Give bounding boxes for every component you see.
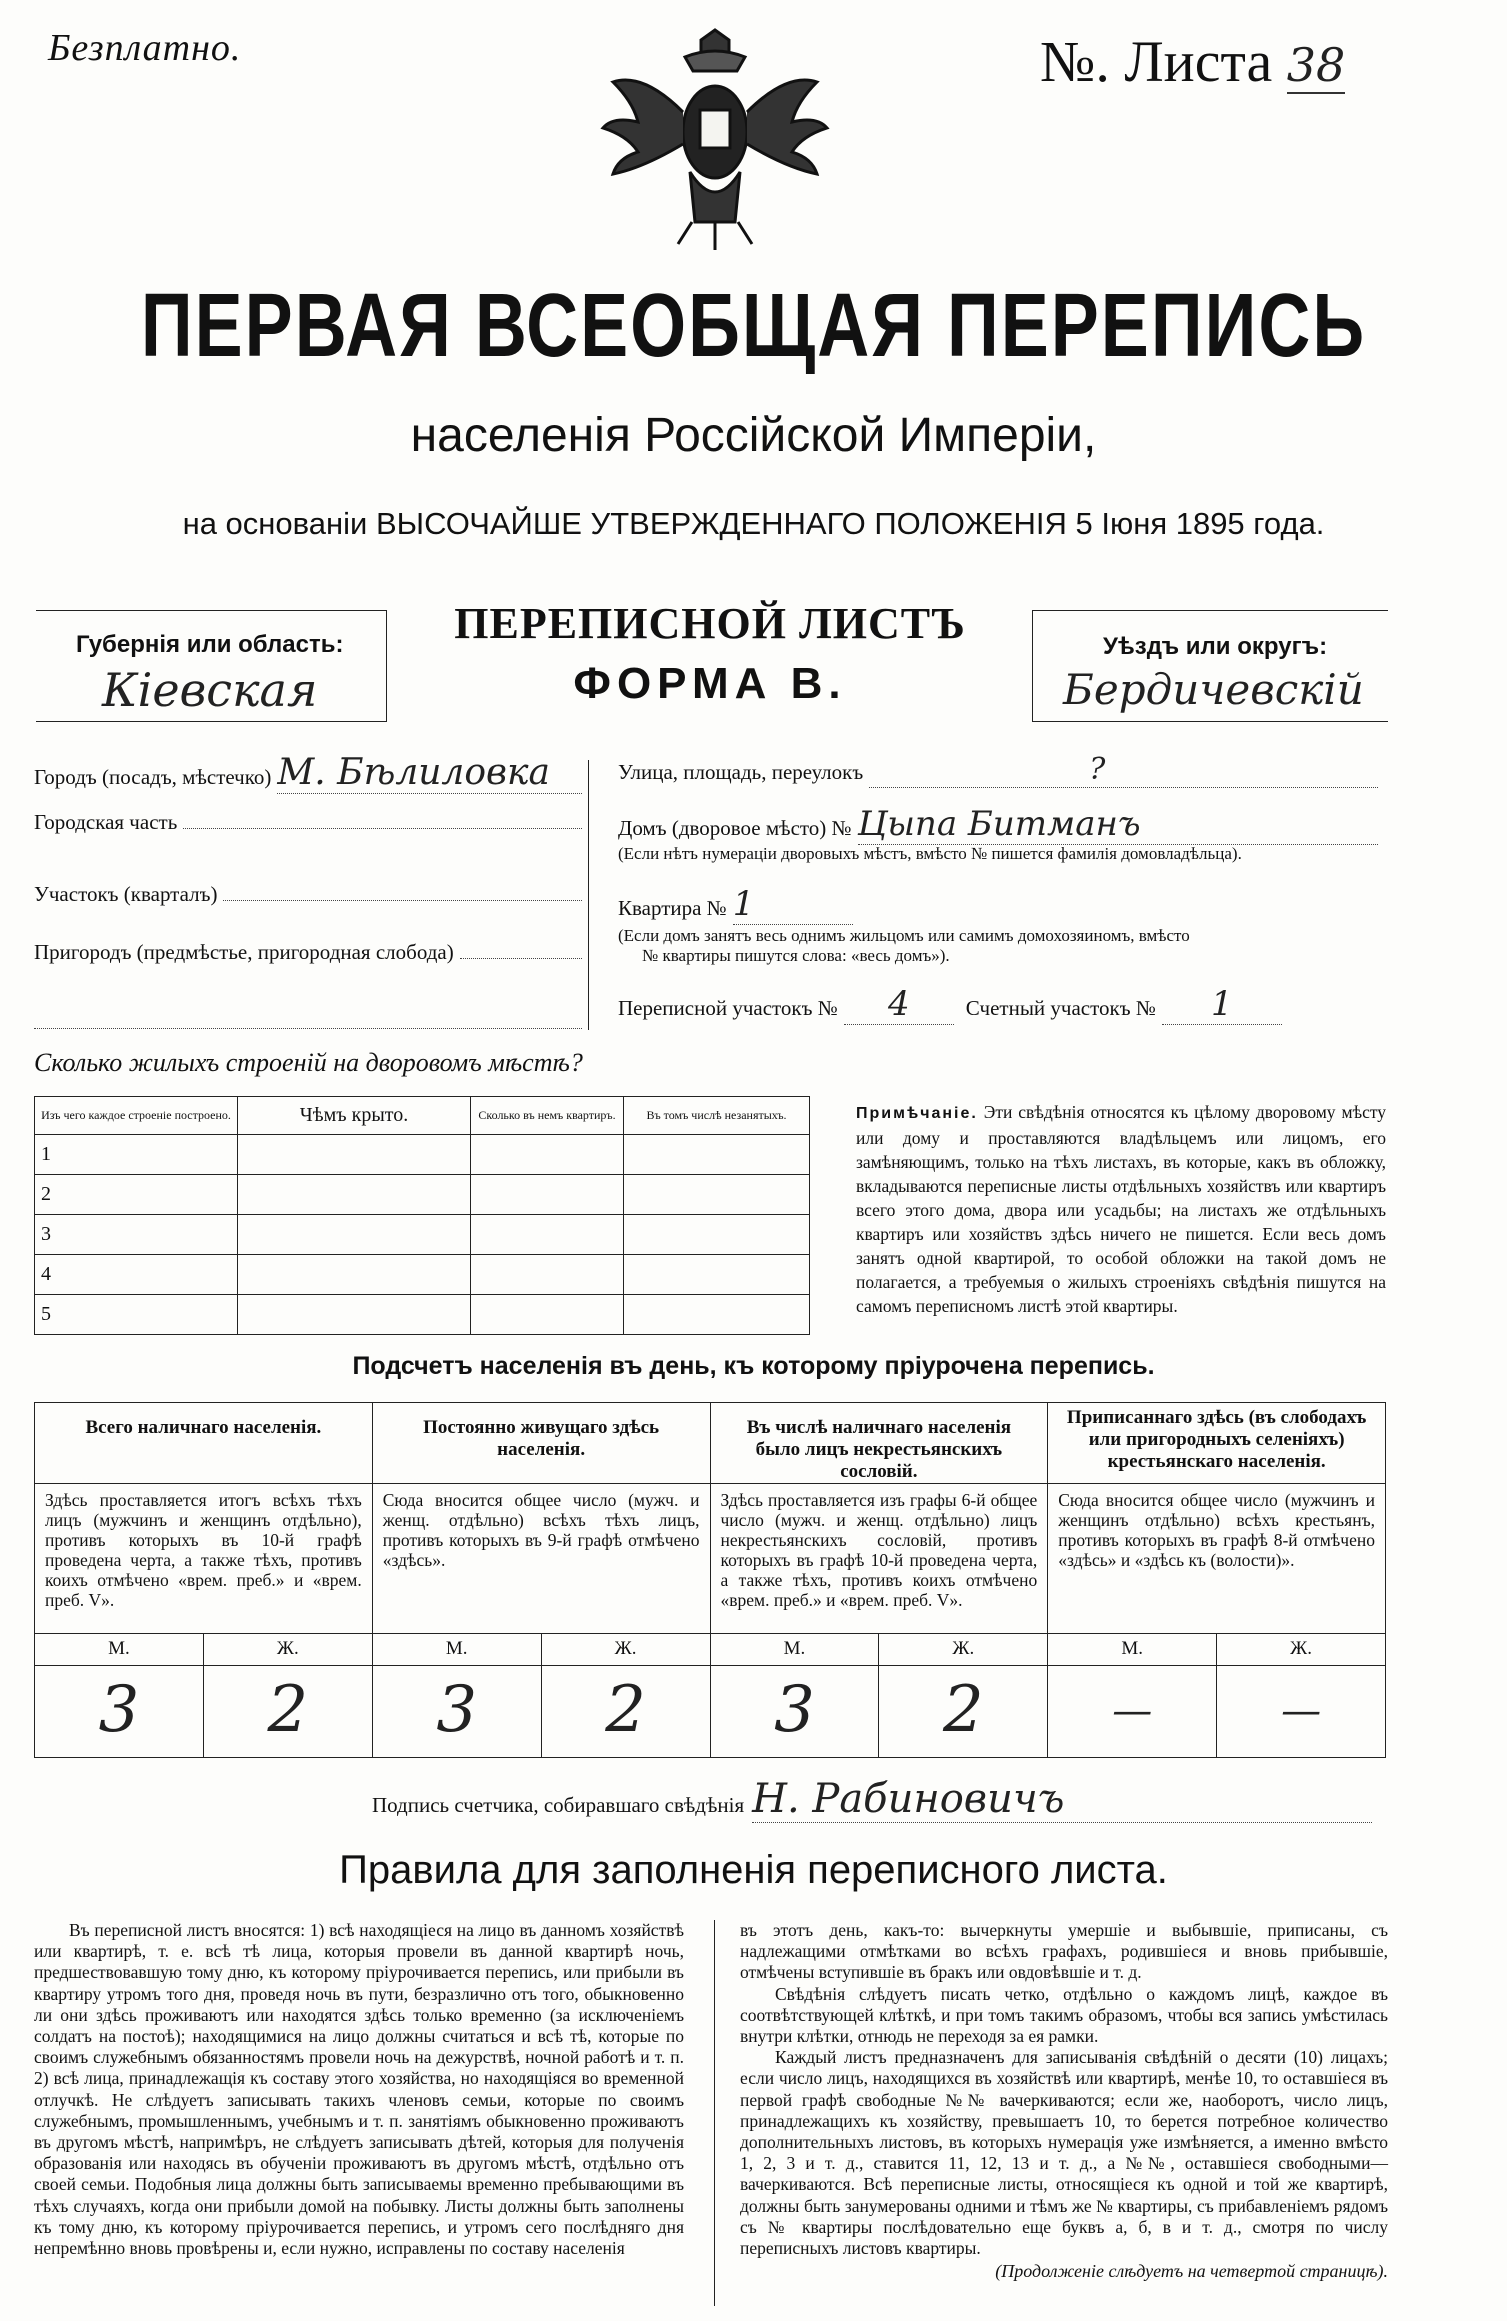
- buildings-row: [35, 1215, 810, 1255]
- note-block: [856, 1100, 1386, 1318]
- city-value: М. Бѣлиловка: [277, 752, 582, 794]
- house-label: Домъ (дворовое мѣсто) №: [618, 816, 852, 840]
- female-count: 2: [541, 1665, 710, 1757]
- tally-header-row: [35, 1403, 1386, 1484]
- page-subtitle: населенія Россійской Имперіи,: [410, 409, 1097, 462]
- female-count: —: [1217, 1665, 1386, 1757]
- emblem-icon: [600, 22, 830, 262]
- male-count: —: [1048, 1665, 1217, 1757]
- city-row: [34, 752, 582, 810]
- apt-row: [618, 884, 1378, 926]
- rules-left-column: Въ переписной листъ вносятся: 1) всѣ находящіеся на лицо въ данномъ хозяйствѣ или квартирѣ, т. е. всѣ тѣ лица, которыя провели въ данной квартирѣ ночь, предшествовавшую тому дню, къ которому пріурочивается перепись, или прибыли въ квартиру утромъ того дня, проведя ночь въ пути, безразлично отъ того, обыкновенно ли они здѣсь проживаютъ или находятся здѣсь только временно (за исключеніемъ солдатъ на постоѣ); находящимися на лицо должны считаться и всѣ тѣ, которые по своимъ служебнымъ обязанностямъ провели ночь на дежурствѣ, ночной работѣ и т. п. 2) всѣ лица, принадлежащія къ составу этого хозяйства, но находящіяся во временной отлучкѣ. Не слѣдуетъ записывать такихъ членовъ семьи, которые по своимъ служебнымъ, промышленнымъ, учебнымъ и т. п. занятіямъ обыкновенно проживаютъ въ другомъ мѣстѣ, напримѣръ, не слѣдуетъ записывать дѣтей, которыя для полученія образованія или находясь въ обученіи проживаютъ въ другомъ мѣстѣ, отдѣльно отъ своей семьи. Подобныя лица должны быть записываемы временно пребывающими въ тѣхъ случаяхъ, когда они прибыли домой на побывку. Листы должны быть заполнены къ тому дню, къ которому пріурочивается перепись, и утромъ сего послѣдняго дня непремѣнно вновь провѣрены и, если нужно, исправлены по составу населенія: [34, 1920, 684, 2259]
- form-heading-title: ПЕРЕПИСНОЙ ЛИСТЪ: [454, 599, 966, 648]
- city-part-value: [183, 828, 582, 829]
- address-right: [618, 752, 1378, 1024]
- buildings-row: [35, 1175, 810, 1215]
- apt-note-2: № квартиры пишутся слова: «весь домъ»).: [642, 946, 950, 965]
- signature-row: [372, 1776, 1372, 1823]
- suburb-extra-line: [34, 984, 582, 1029]
- male-count: 3: [372, 1665, 541, 1757]
- tally-values-row: [35, 1665, 1386, 1757]
- rules-right-para-3: Каждый листъ предназначенъ для записыванія свѣдѣній о десяти (10) лицахъ; если число лицъ, находящихся въ хозяйствѣ или квартирѣ, менѣе 10, то оставшіеся въ первой графѣ свободные №№ вачеркиваются; если же, наоборотъ, число лицъ, принадлежащихъ къ хозяйству, превышаетъ 10, то берется потребное количество дополнительныхъ листовъ, въ которыхъ нумерація уже измѣняется, а именно вмѣсто 1, 2, 3 и т. д., ставится 11, 12, 13 и т. д., а №№, оставшіеся свободными—вачеркиваются. Всѣ переписные листы, относящіеся къ одной и той же квартирѣ, должны быть занумерованы одними и тѣмъ же № квартиры, съ прибавленіемъ рядомъ съ № квартиры послѣдовательно еще буквъ а, б, в и т. д., смотря по числу переписныхъ листовъ квартиры.: [740, 2047, 1388, 2259]
- buildings-row: [35, 1255, 810, 1295]
- note-text: Эти свѣдѣнія относятся къ цѣлому дворовому мѣсту или дому и проставляются владѣльцемъ или лицомъ, его замѣняющимъ, только на тѣхъ листахъ, въ которые, какъ въ обложку, вкладываются переписные листы отдѣльныхъ хозяйствъ или квартиръ всего этого дома, двора или усадьбы; на листахъ же отдѣльныхъ квартиръ или хозяйствъ здѣсь ничего не пишется. Если весь домъ занятъ одной квартирой, то особой обложки на такой домъ не полагается, а требуемыя о жилыхъ строеніяхъ свѣдѣнія пишутся на самомъ переписномъ листѣ этой квартиры.: [856, 1102, 1387, 1316]
- buildings-header: Въ томъ числѣ незанятыхъ.: [624, 1097, 810, 1135]
- house-row: [618, 804, 1378, 844]
- sector-label: Участокъ (кварталъ): [34, 882, 218, 906]
- buildings-question: Сколько жилыхъ строеній на дворовомъ мѣстѣ?: [34, 1048, 583, 1077]
- sheet-number: [1040, 28, 1345, 95]
- tally-col-desc: Здѣсь проставляется изъ графы 6-й общее число (мужч. и женщ. отдѣльно) лицъ некрестьянскихъ сословій, противъ которыхъ въ графѣ 10-й проведена черта, а также тѣхъ, противъ коихъ отмѣчено «врем. преб.» и «врем. преб. V».: [710, 1483, 1048, 1633]
- male-label: М.: [710, 1633, 879, 1665]
- rules-right-para-2: Свѣдѣнія слѣдуетъ писать четко, отдѣльно о каждомъ лицѣ, каждое въ соотвѣтствующей клѣткѣ, и при томъ такимъ образомъ, чтобы вся запись умѣстилась внутри клѣтки, отнюдь не переходя за ея рамки.: [740, 1983, 1388, 2047]
- female-count: 2: [203, 1665, 372, 1757]
- district-label: Уѣздъ или округъ:: [1103, 633, 1328, 660]
- street-value: ?: [869, 752, 1378, 788]
- province-value: Кіевская: [102, 663, 318, 717]
- buildings-table: [34, 1096, 810, 1335]
- suburb-row: [34, 940, 582, 984]
- count-sector-label: Счетный участокъ №: [965, 996, 1156, 1020]
- buildings-row: [35, 1135, 810, 1175]
- buildings-header: Изъ чего каждое строеніе построено.: [35, 1097, 238, 1135]
- sheet-no-label: №. Листа: [1040, 29, 1273, 94]
- suburb-value: [460, 958, 582, 959]
- male-count: 3: [35, 1665, 204, 1757]
- tally-col-desc: Сюда вносится общее число (мужчинъ и женщинъ отдѣльно) всѣхъ крестьянъ, противъ которыхъ въ графѣ 8-й отмѣчено «здѣсь» и «здѣсь къ (волости)».: [1048, 1483, 1386, 1633]
- census-sector-value: 4: [844, 984, 954, 1025]
- row-number: 4: [35, 1255, 238, 1295]
- tally-table: [34, 1402, 1386, 1758]
- district-value: Бердичевскій: [1063, 665, 1364, 714]
- house-note: (Если нѣтъ нумераціи дворовыхъ мѣстъ, вмѣсто № пишется фамилія домовладѣльца).: [618, 844, 1242, 863]
- tally-sex-row: [35, 1633, 1386, 1665]
- female-label: Ж.: [879, 1633, 1048, 1665]
- female-label: Ж.: [203, 1633, 372, 1665]
- count-sector-value: 1: [1162, 984, 1282, 1025]
- sector-row: [34, 868, 582, 940]
- rules-column-divider: [714, 1920, 715, 2306]
- street-label: Улица, площадь, переулокъ: [618, 760, 864, 784]
- form-label: ФОРМА В.: [573, 659, 847, 708]
- district-box: [1032, 610, 1388, 722]
- row-number: 3: [35, 1215, 238, 1255]
- suburb-label: Пригородъ (предмѣстье, пригородная слобода): [34, 940, 454, 964]
- tally-col-desc: Здѣсь проставляется итогъ всѣхъ тѣхъ лицъ (мужчинъ и женщинъ отдѣльно), противъ которыхъ въ 10-й графѣ проведена черта, а также тѣхъ, противъ коихъ отмѣчено «врем. преб.» и «врем. преб. V».: [35, 1483, 373, 1633]
- address-left: [34, 752, 582, 1029]
- house-value: Цыпа Битманъ: [858, 804, 1378, 845]
- apt-note-1: (Если домъ занятъ весь однимъ жильцомъ или самимъ домохозяиномъ, вмѣсто: [618, 926, 1190, 945]
- address-divider: [588, 760, 589, 1030]
- row-number: 2: [35, 1175, 238, 1215]
- province-box: [36, 610, 387, 722]
- female-count: 2: [879, 1665, 1048, 1757]
- sector-value: [223, 900, 582, 901]
- row-number: 1: [35, 1135, 238, 1175]
- page-title: ПЕРВАЯ ВСЕОБЩАЯ ПЕРЕПИСЬ: [140, 276, 1367, 376]
- buildings-header-row: [35, 1097, 810, 1135]
- city-part-label: Городская часть: [34, 810, 178, 834]
- male-label: М.: [372, 1633, 541, 1665]
- sheet-no-value: 38: [1286, 38, 1346, 92]
- female-label: Ж.: [541, 1633, 710, 1665]
- form-heading: [400, 598, 1020, 709]
- tally-col-header: Въ числѣ наличнаго населенія было лицъ некрестьянскихъ сословій.: [710, 1403, 1048, 1484]
- row-number: 5: [35, 1295, 238, 1335]
- buildings-header: Сколько въ немъ квартиръ.: [471, 1097, 624, 1135]
- signature-value: Н. Рабиновичъ: [752, 1776, 1372, 1823]
- tally-col-header: Всего наличнаго населенія.: [35, 1403, 373, 1484]
- rules-title: Правила для заполненія переписного листа.: [339, 1848, 1168, 1892]
- male-label: М.: [1048, 1633, 1217, 1665]
- city-label: Городъ (посадъ, мѣстечко): [34, 765, 272, 789]
- tally-col-desc: Сюда вносится общее число (мужч. и женщ. отдѣльно) всѣхъ тѣхъ лицъ, противъ которыхъ въ 9-й графѣ отмѣчено «здѣсь».: [372, 1483, 710, 1633]
- tally-col-header: Приписаннаго здѣсь (въ слободахъ или пригородныхъ селеніяхъ) крестьянскаго населенія.: [1048, 1403, 1386, 1484]
- apt-value: 1: [733, 884, 853, 925]
- rules-continued-note: (Продолженіе слѣдуетъ на четвертой страницѣ).: [995, 2261, 1388, 2282]
- buildings-header: Чѣмъ крыто.: [238, 1097, 471, 1135]
- street-row: [618, 752, 1378, 804]
- tally-title: Подсчетъ населенія въ день, къ которому пріурочена перепись.: [352, 1352, 1155, 1380]
- apt-label: Квартира №: [618, 896, 727, 920]
- province-label: Губернія или область:: [76, 631, 344, 658]
- female-label: Ж.: [1217, 1633, 1386, 1665]
- census-sector-row: [618, 984, 1378, 1024]
- tally-desc-row: [35, 1483, 1386, 1633]
- city-part-row: [34, 810, 582, 868]
- legal-basis: на основаніи ВЫСОЧАЙШЕ УТВЕРЖДЕННАГО ПОЛОЖЕНІЯ 5 Іюня 1895 года.: [182, 506, 1325, 541]
- note-label: Примѣчаніе.: [856, 1105, 978, 1122]
- signature-label: Подпись счетчика, собиравшаго свѣдѣнія: [372, 1793, 745, 1817]
- tally-col-header: Постоянно живущаго здѣсь населенія.: [372, 1403, 710, 1484]
- free-label: Безплатно.: [48, 27, 242, 69]
- rules-right-column: [740, 1920, 1388, 2282]
- rules-right-para-1: въ этотъ день, какъ-то: вычеркнуты умершіе и выбывшіе, приписаны, съ надлежащими отмѣтками во всѣхъ графахъ, родившіеся и вновь прибывшіе, отмѣчены вступившіе въ бракъ или овдовѣвшіе и т. д.: [740, 1920, 1388, 1983]
- male-label: М.: [35, 1633, 204, 1665]
- male-count: 3: [710, 1665, 879, 1757]
- buildings-row: [35, 1295, 810, 1335]
- census-sector-label: Переписной участокъ №: [618, 996, 838, 1020]
